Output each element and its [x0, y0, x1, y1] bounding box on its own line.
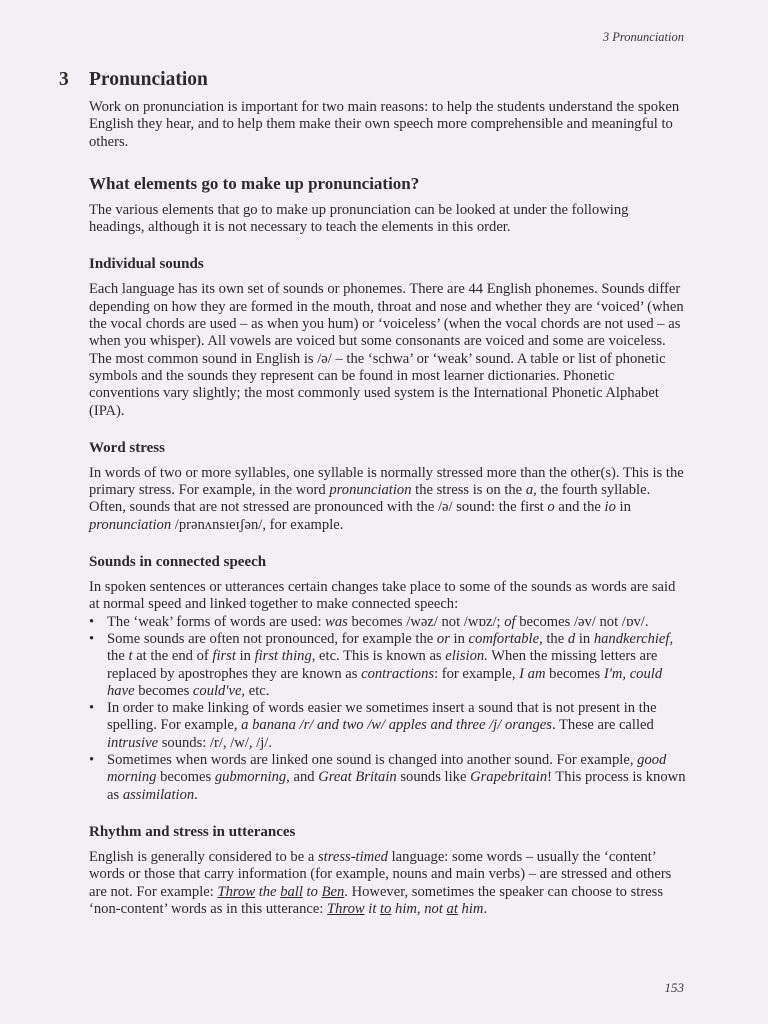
page-number: 153 — [664, 980, 684, 995]
list-item: • The ‘weak’ forms of words are used: was becomes /wəz/ not /wɒz/; of becomes /əv/ not /ɒv/. — [89, 613, 649, 630]
chapter-heading — [59, 68, 687, 92]
list-item: • In order to make linking of words easier we sometimes insert a sound that is not present in the spelling. For example, a banana /r/ and two /w/ apples and three /j/ oranges. These are called intrusive sounds: /r/, /w/, /j/. — [89, 700, 657, 751]
subheading-individual-sounds: Individual sounds — [89, 256, 204, 273]
subheading-rhythm: Rhythm and stress in utterances — [89, 823, 296, 840]
subheading-word-stress: Word stress — [89, 439, 165, 456]
running-head: 3 Pronunciation — [602, 30, 684, 44]
bullet-icon: • — [89, 630, 95, 647]
word-stress-paragraph: In words of two or more syllables, one syllable is normally stressed more than the other(s). This is the primary stress. For example, in the word pronunciation the stress is on the a, the fourth syllable. Often, sounds that are not stressed are pronounced with the /ə/ sound: the first o and the io in pronunciation /prənʌnsɪeɪʃən/, for example. — [89, 464, 684, 533]
connected-speech-paragraph: In spoken sentences or utterances certain changes take place to some of the sounds as words are said at normal speed and linked together to make connected speech: — [89, 579, 676, 613]
rhythm-paragraph: English is generally considered to be a stress-timed language: some words – usually the ‘content’ words or those that carry information (for example, nouns and main verbs) – are stressed and others are not. For example: Throw the ball to Ben. However, sometimes the speaker can choose to stress ‘non-content’ words as in this utterance: Throw it to him, not at him. — [89, 848, 672, 917]
chapter-number: 3 — [59, 69, 69, 90]
list-item: • Sometimes when words are linked one sound is changed into another sound. For example, good morning becomes gubmorning, and Great Britain sounds like Grapebritain! This process is known as assimilation. — [89, 752, 686, 803]
bullet-icon: • — [89, 752, 95, 769]
bullet-icon: • — [89, 700, 95, 717]
list-item: • Some sounds are often not pronounced, for example the or in comfortable, the d in handkerchief, the t at the end of first in first thing, etc. This is known as elision. When the missing letters are replaced by apostrophes they are known as contractions: for example, I am becomes I'm, could have becomes could've, etc. — [89, 630, 674, 699]
intro-paragraph: Work on pronunciation is important for two main reasons: to help the students understand the spoken English they hear, and to help them make their own speech more comprehensible and meaningful to others. — [89, 99, 680, 150]
subheading-connected-speech: Sounds in connected speech — [89, 554, 267, 571]
bullet-icon: • — [89, 613, 95, 630]
page-content — [59, 68, 687, 918]
chapter-title: Pronunciation — [89, 69, 208, 90]
section-heading: What elements go to make up pronunciation? — [89, 173, 420, 193]
connected-speech-list — [89, 614, 687, 804]
section-paragraph: The various elements that go to make up pronunciation can be looked at under the following headings, although it is not necessary to teach the elements in this order. — [89, 201, 629, 236]
individual-sounds-paragraph: Each language has its own set of sounds or phonemes. There are 44 English phonemes. Sounds differ depending on how they are formed in the mouth, throat and nose and whether they are ‘voiced’ (when the vocal chords are used – as when you hum) or ‘voiceless’ (when the vocal chords are not used – as when you whisper). All vowels are voiced but some consonants are voiced and some are voiceless. The most common sound in English is /ə/ – the ‘schwa’ or ‘weak’ sound. A table or list of phonetic symbols and the sounds they represent can be found in most learner dictionaries. Phonetic conventions vary slightly; the most commonly used system is the International Phonetic Alphabet (IPA). — [89, 281, 684, 419]
